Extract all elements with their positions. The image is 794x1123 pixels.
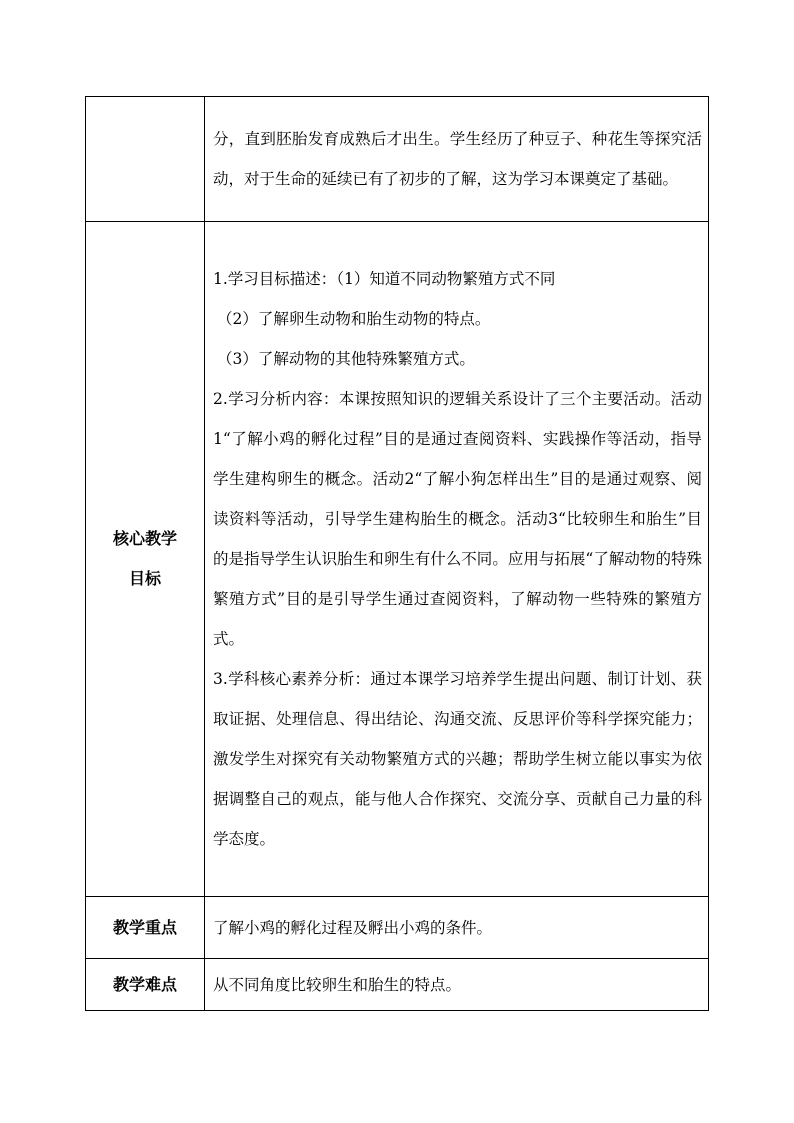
core-goals-label-cell [86, 222, 205, 897]
table-row-core-goals [86, 222, 709, 897]
core-goals-label-line2: 目标 [128, 569, 161, 588]
lesson-plan-table [85, 96, 709, 1011]
goal-item-2: （2）了解卵生动物和胎生动物的特点。 [217, 310, 491, 328]
intro-content-cell [205, 97, 709, 222]
intro-text: 分，直到胚胎发育成熟后才出生。学生经历了种豆子、种花生等探究活动，对于生命的延续已有了初步的了解，这为学习本课奠定了基础。 [213, 130, 702, 188]
core-goals-content-cell [205, 222, 709, 897]
key-point-text: 了解小鸡的孵化过程及孵出小鸡的条件。 [205, 897, 709, 959]
key-point-label: 教学重点 [86, 897, 205, 959]
difficulty-text: 从不同角度比较卵生和胎生的特点。 [205, 959, 709, 1011]
intro-label-cell [86, 97, 205, 222]
core-literacy-analysis: 3.学科核心素养分析：通过本课学习培养学生提出问题、制订计划、获取证据、处理信息、得出结论、沟通交流、反思评价等科学探究能力；激发学生对探究有关动物繁殖方式的兴趣；帮助学生树立能以事实为依据调整自己的观点，能与他人合作探究、交流分享、贡献自己力量的科学态度。 [213, 670, 702, 848]
goal-item-3: （3）了解动物的其他特殊繁殖方式。 [217, 350, 475, 368]
goal-description: 1.学习目标描述：（1）知道不同动物繁殖方式不同 [213, 270, 556, 288]
content-analysis: 2.学习分析内容：本课按照知识的逻辑关系设计了三个主要活动。活动1“了解小鸡的孵化过程”目的是通过查阅资料、实践操作等活动，指导学生建构卵生的概念。活动2“了解小狗怎样出生”目的是通过观察、阅读资料等活动，引导学生建构胎生的概念。活动3“比较卵生和胎生”目的是指导学生认识胎生和卵生有什么不同。应用与拓展“了解动物的特殊繁殖方式”目的是引导学生通过查阅资料，了解动物一些特殊的繁殖方式。 [213, 390, 702, 648]
table-row-difficulty [86, 959, 709, 1011]
table-row-intro [86, 97, 709, 222]
difficulty-label: 教学难点 [86, 959, 205, 1011]
core-goals-label-line1: 核心教学 [112, 529, 177, 548]
table-row-key-point [86, 897, 709, 959]
